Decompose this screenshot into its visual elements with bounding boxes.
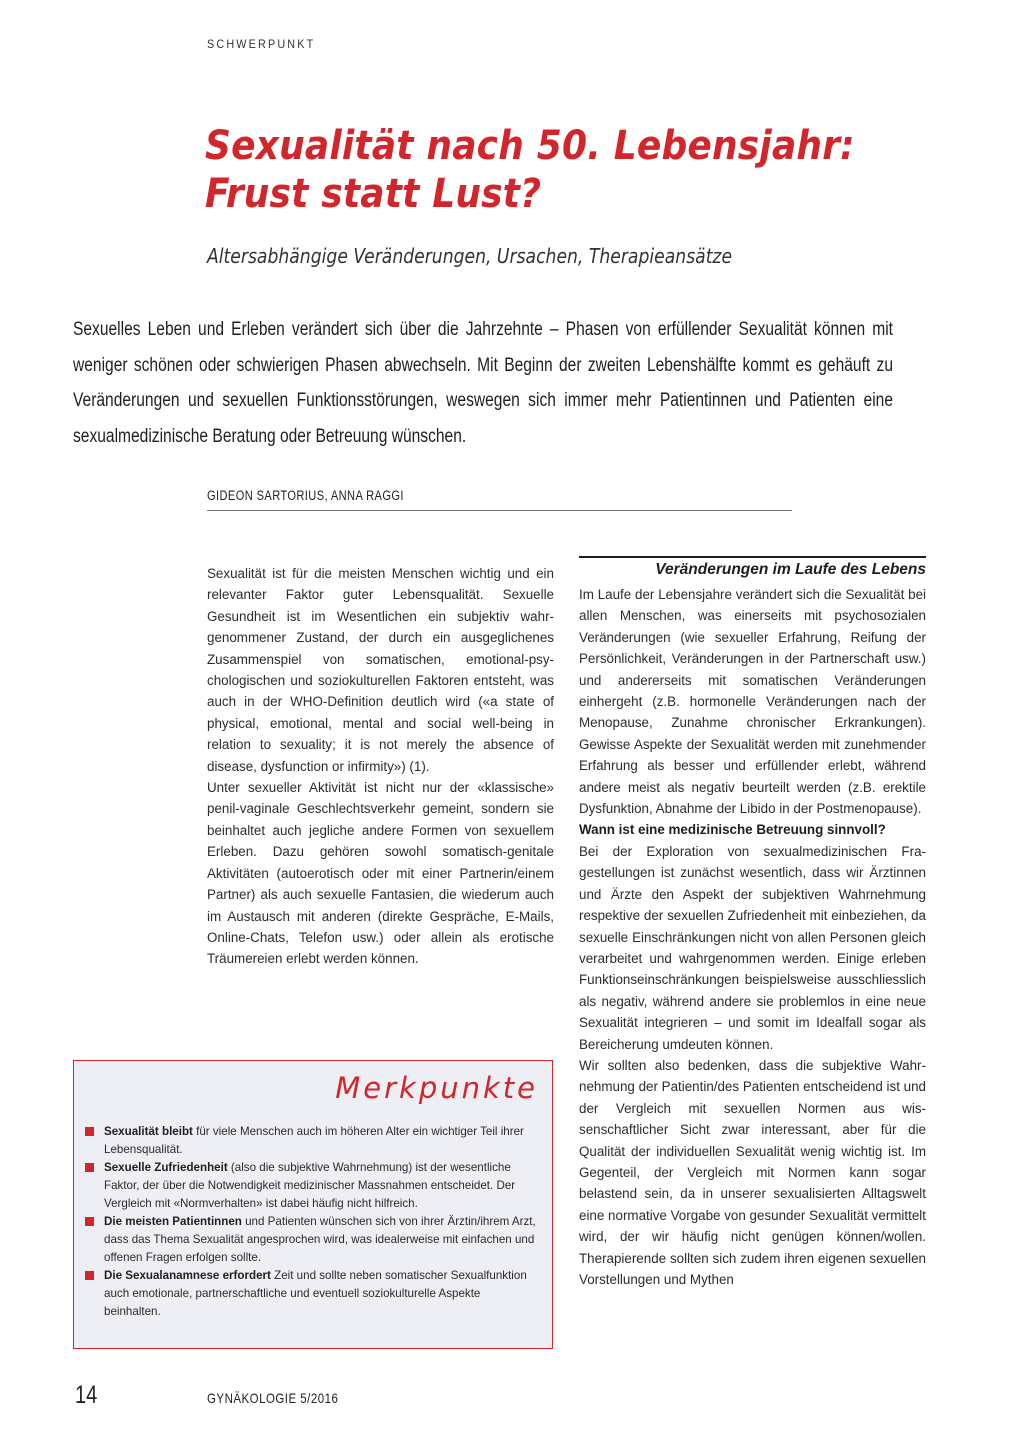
article-title bbox=[205, 122, 889, 218]
article-subtitle: Altersabhängige Veränderungen, Ursachen, Therapieansätze bbox=[207, 244, 733, 268]
lead-text: Sexuelles Leben und Erleben verändert sich über die Jahrzehnte – Phasen von erfüllender Sexualität können mit weniger schönen oder schwierigen Phasen abwechseln. Mit Beginn der zweiten Lebenshälfte kommt es gehäuft zu Veränderungen und sexuellen Funktionsstörungen, weswegen sich immer mehr Patientinnen und Patienten eine sexualmedizinische Beratung oder Betreuung wünschen. bbox=[73, 319, 893, 447]
square-bullet-icon bbox=[85, 1271, 94, 1280]
item-text: Zeit und sollte neben somatischer Sexualfunktion auch emotionale, partnerschaftliche und eventuell soziokulturelle Aspekte beinhalten. bbox=[104, 1269, 527, 1318]
journal-issue: GYNÄKOLOGIE 5/2016 bbox=[207, 1390, 339, 1406]
merkpunkte-item bbox=[85, 1123, 540, 1159]
body-paragraph: Im Laufe der Lebensjahre verändert sich die Sexualität bei allen Menschen, was einerseits mit psychosozialen Veränderungen (wie sexueller Erfahrung, Reifung der Persönlichkeit, Veränderungen in der Partnerschaft usw.) und andererseits mit somatischen Veränderungen einhergeht (z.B. hormonelle Veränderungen nach der Menopause, Zunahme chronischer Erkrankungen). Gewisse Aspekte der Sexualität werden mit zunehmender Erfahrung als besser und erfüllender erlebt, während andere meist als negativ beurteilt werden (z.B. erektile Dysfunktion, Abnahme der Libido in der Postmenopause). bbox=[579, 587, 926, 817]
merkpunkte-list bbox=[85, 1123, 540, 1321]
lead-paragraph bbox=[73, 312, 903, 454]
item-lead: Die Sexualanamnese erfordert bbox=[104, 1269, 271, 1282]
body-paragraph: Unter sexueller Aktivität ist nicht nur der «klassische» penil-vaginale Geschlechtsverkehr gemeint, sondern sie beinhaltet auch jegliche andere Formen von sexuellem Erleben. Dazu gehören sowohl somatisch-genitale Aktivitäten (autoerotisch oder mit einer Partnerin/einem Partner) als auch sexuelle Fantasien, die wiederum auch im Austausch mit anderen (direkte Gespräche, E-Mails, Online-Chats, Telefon usw.) oder allein als erotische Träumereien erlebt werden können. bbox=[207, 780, 554, 967]
subheading: Wann ist eine medizinische Betreuung sinnvoll? bbox=[579, 822, 886, 838]
merkpunkte-box bbox=[73, 1060, 553, 1349]
item-lead: Die meisten Patientinnen bbox=[104, 1215, 242, 1228]
section-label: SCHWERPUNKT bbox=[207, 37, 316, 51]
body-paragraph: Sexualität ist für die meisten Menschen wichtig und ein relevanter Faktor guter Lebensqualität. Sexuelle Gesundheit ist im Wesentlichen ein subjektiv wahrgenommener Zustand, der durch ein ausgeglichenes Zusammenspiel von somatischen, emotional-psychologischen und soziokulturellen Faktoren entsteht, was auch in der WHO-Definition deutlich wird («a state of physical, emotional, mental and social well-being in relation to sexuality; it is not merely the absence of disease, dysfunction or infirmity») (1). bbox=[207, 566, 554, 774]
item-text: und Patienten wünschen sich von ihrer Ärztin/ihrem Arzt, dass das Thema Sexualität angesprochen wird, was idealerweise mit einfachen und offenen Fragen erfolgen sollte. bbox=[104, 1215, 536, 1264]
right-column bbox=[579, 584, 926, 1290]
section-heading: Veränderungen im Laufe des Lebens bbox=[655, 561, 926, 578]
square-bullet-icon bbox=[85, 1163, 94, 1172]
page-number: 14 bbox=[75, 1381, 98, 1409]
merkpunkte-title: Merkpunkte bbox=[335, 1071, 538, 1105]
title-line-2: Frust statt Lust? bbox=[205, 171, 542, 217]
left-column bbox=[207, 563, 554, 970]
square-bullet-icon bbox=[85, 1127, 94, 1136]
item-text: für viele Menschen auch im höheren Alter ein wichtiger Teil ihrer Lebensqualität. bbox=[104, 1125, 524, 1156]
merkpunkte-item bbox=[85, 1213, 540, 1267]
merkpunkte-item bbox=[85, 1267, 540, 1321]
square-bullet-icon bbox=[85, 1217, 94, 1226]
merkpunkte-item bbox=[85, 1159, 540, 1213]
item-text: (also die subjektive Wahrnehmung) ist der wesentliche Faktor, der über die Notwendigkeit medizinischer Massnahmen entscheidet. Der Vergleich mit «Normverhalten» ist dabei häufig nicht hilfreich. bbox=[104, 1161, 516, 1210]
authors-line: GIDEON SARTORIUS, ANNA RAGGI bbox=[207, 488, 404, 503]
item-lead: Sexualität bleibt bbox=[104, 1125, 193, 1138]
title-line-1: Sexualität nach 50. Lebensjahr: bbox=[205, 123, 855, 169]
section-divider bbox=[579, 556, 926, 558]
item-lead: Sexuelle Zufriedenheit bbox=[104, 1161, 228, 1174]
body-paragraph: Wir sollten also bedenken, dass die subjektive Wahrnehmung der Patientin/des Patienten entscheidend ist und der Vergleich mit sexuellen Normen aus wissenschaftlicher Sicht zwar interessant, aber für die Qualität der individuellen Sexualität wenig wichtig ist. Im Gegenteil, der Vergleich mit Normen kann sogar belastend sein, da in unserer sexualisierten Alltagswelt eine normative Vorgabe von gesunder Sexualität vermittelt wird, der wir häufig nicht genügen können/wollen. Therapierende sollten sich zudem ihren eigenen sexuellen Vorstellungen und Mythen bbox=[579, 1057, 926, 1287]
body-paragraph: Bei der Exploration von sexualmedizinischen Fragestellungen ist zunächst wesentlich, dass wir Ärztinnen und Ärzte den Aspekt der subjektiven Wahrnehmung respektive der sexuellen Zufriedenheit mit einbeziehen, da sexuelle Einschränkungen nicht von allen Personen gleich verarbeitet und wahrgenommen werden. Einige erleben Funktionseinschränkungen beispielsweise ausschliesslich als negativ, während andere sie problemlos in eine neue Sexualität integrieren – und somit im Idealfall sogar als Bereicherung umdeuten können. bbox=[579, 843, 926, 1052]
authors-divider bbox=[207, 510, 792, 511]
